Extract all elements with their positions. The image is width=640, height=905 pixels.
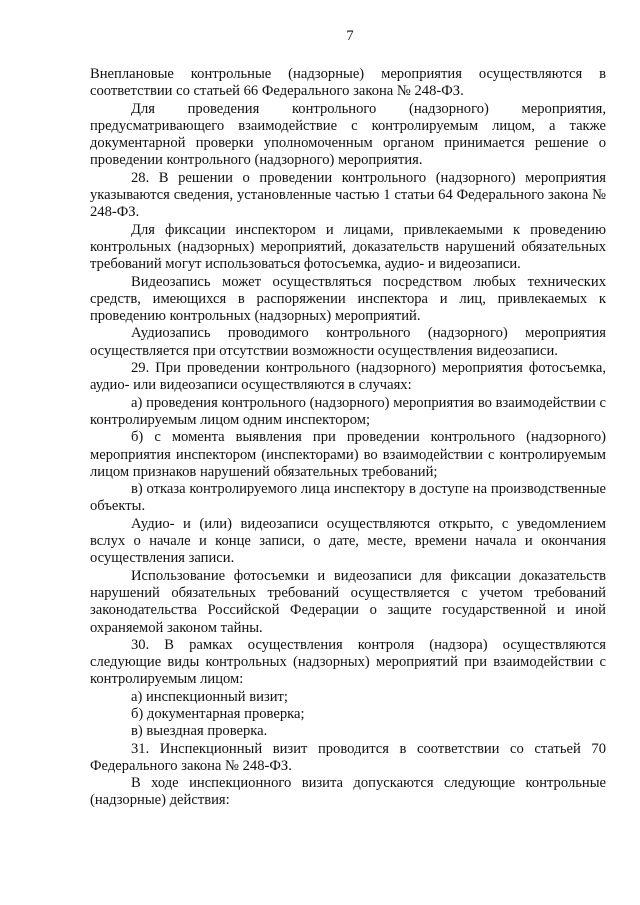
- list-item: в) отказа контролируемого лица инспектору в доступе на производственные объекты.: [90, 481, 606, 515]
- paragraph: 28. В решении о проведении контрольного (надзорного) мероприятия указываются сведения, установленные частью 1 статьи 64 Федерального закона № 248-ФЗ.: [90, 169, 606, 221]
- paragraph: 31. Инспекционный визит проводится в соответствии со статьей 70 Федерального закона № 248-ФЗ.: [90, 740, 606, 774]
- list-item: а) инспекционный визит;: [131, 688, 288, 705]
- paragraph: 29. При проведении контрольного (надзорного) мероприятия фотосъемка, аудио- или видеозаписи осуществляются в случаях:: [90, 360, 606, 394]
- paragraph: Для фиксации инспектором и лицами, привлекаемыми к проведению контрольных (надзорных) мероприятий, доказательств нарушений обязательных требований могут использоваться фотосъемка, аудио- и видеозаписи.: [90, 221, 606, 273]
- paragraph: Внеплановые контрольные (надзорные) мероприятия осуществляются в соответствии со статьей 66 Федерального закона № 248-ФЗ.: [90, 66, 606, 100]
- paragraph: Видеозапись может осуществляться посредством любых технических средств, имеющихся в распоряжении инспектора и лиц, привлекаемых к проведению контрольных (надзорных) мероприятий.: [90, 273, 606, 325]
- list-item: а) проведения контрольного (надзорного) мероприятия во взаимодействии с контролируемым лицом одним инспектором;: [90, 394, 606, 428]
- paragraph: Аудиозапись проводимого контрольного (надзорного) мероприятия осуществляется при отсутствии возможности осуществления видеозаписи.: [90, 325, 606, 359]
- paragraph: Для проведения контрольного (надзорного) мероприятия, предусматривающего взаимодействие с контролируемым лицом, а также документарной проверки уполномоченным органом принимается решение о проведении контрольного (надзорного) мероприятия.: [90, 100, 606, 169]
- paragraph: Аудио- и (или) видеозаписи осуществляются открыто, с уведомлением вслух о начале и конце записи, о дате, месте, времени начала и окончания осуществления записи.: [90, 515, 606, 567]
- list-item: б) документарная проверка;: [131, 705, 305, 722]
- list-item: б) с момента выявления при проведении контрольного (надзорного) мероприятия инспектором (инспекторами) во взаимодействии с контролируемым лицом признаков нарушений обязательных требований;: [90, 429, 606, 480]
- paragraph: 30. В рамках осуществления контроля (надзора) осуществляются следующие виды контрольных (надзорных) мероприятий при взаимодействии с контролируемым лицом:: [90, 636, 606, 688]
- list-item: в) выездная проверка.: [131, 723, 268, 740]
- paragraph: Использование фотосъемки и видеозаписи для фиксации доказательств нарушений обязательных требований осуществляется с учетом требований законодательства Российской Федерации о защите государственной и иной охраняемой законом тайны.: [90, 567, 606, 636]
- paragraph: В ходе инспекционного визита допускаются следующие контрольные (надзорные) действия:: [90, 775, 606, 809]
- page-number: 7: [346, 28, 354, 44]
